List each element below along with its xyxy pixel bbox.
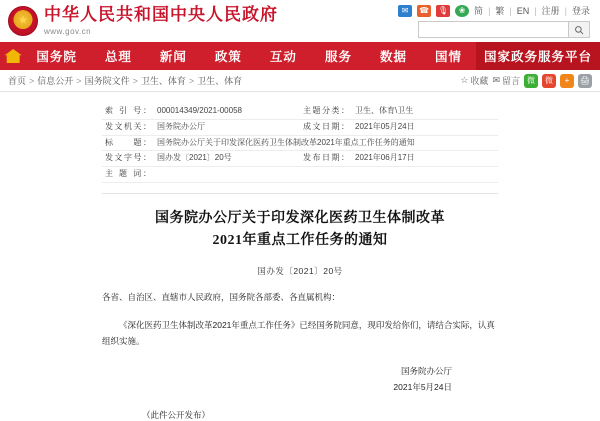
breadcrumb-item-health-2[interactable]: 卫生、体育	[197, 76, 243, 86]
favorite-action[interactable]	[460, 74, 488, 87]
site-header	[0, 0, 600, 42]
breadcrumb-item-info[interactable]: 信息公开	[37, 76, 74, 86]
meta-value-written-date: 2021年05月24日	[352, 119, 498, 135]
document-body	[0, 92, 600, 421]
page-title-line1: 国务院办公厅关于印发深化医药卫生体制改革	[155, 210, 445, 226]
article-signature	[102, 363, 498, 395]
search-icon	[574, 25, 584, 35]
search-button[interactable]	[568, 21, 590, 38]
home-icon	[5, 49, 22, 63]
message-label: 留言	[501, 76, 520, 86]
lang-link-traditional[interactable]: 繁	[495, 6, 505, 16]
breadcrumb-item-health[interactable]: 卫生、体育	[140, 76, 186, 86]
meta-value-category: 卫生、体育\卫生	[352, 104, 498, 119]
article-paragraph-salutation: 各省、自治区、直辖市人民政府，国务院各部委、各直属机构：	[102, 291, 341, 302]
national-emblem-icon	[8, 6, 38, 36]
meta-value-keywords	[154, 167, 498, 183]
login-link[interactable]: 登录	[571, 6, 590, 16]
share-weibo-icon[interactable]: 微	[542, 74, 556, 88]
breadcrumb-item-docs[interactable]: 国务院文件	[84, 76, 130, 86]
meta-value-doc-number: 国办发〔2021〕20号	[154, 151, 300, 167]
meta-value-index: 000014349/2021-00058	[154, 104, 300, 119]
nav-item-service-platform[interactable]: 国家政务服务平台	[476, 42, 600, 70]
leaf-icon[interactable]: ❀	[455, 5, 469, 17]
comment-icon: ✉	[492, 75, 500, 85]
nav-item-hudong[interactable]: 互动	[269, 50, 297, 64]
signer-name: 国务院办公厅	[400, 366, 452, 377]
search-row	[418, 21, 590, 38]
header-right	[398, 4, 592, 38]
favorite-label: 收藏	[470, 76, 489, 86]
nav-item-xinwen[interactable]: 新闻	[159, 50, 187, 64]
article-content	[102, 193, 498, 421]
phone-icon[interactable]: ☎	[417, 5, 431, 17]
star-icon: ☆	[460, 75, 469, 85]
message-action[interactable]	[492, 74, 520, 87]
meta-label-category: 主题分类：	[300, 104, 352, 119]
print-icon[interactable]: 🖨	[578, 74, 592, 88]
nav-home-button[interactable]	[4, 42, 22, 70]
nav-item-shuju[interactable]: 数据	[379, 50, 407, 64]
search-input[interactable]	[418, 21, 568, 38]
breadcrumb-separator: >	[76, 75, 82, 86]
meta-value-title: 国务院办公厅关于印发深化医药卫生体制改革2021年重点工作任务的通知	[154, 135, 498, 151]
meta-value-publish-date: 2021年06月17日	[352, 151, 498, 167]
nav-item-guowuyuan[interactable]: 国务院	[36, 50, 77, 64]
table-row	[102, 104, 498, 119]
table-row	[102, 119, 498, 135]
release-note: （此件公开发布）	[142, 410, 211, 421]
divider: |	[564, 5, 567, 16]
document-number: 国办发〔2021〕20号	[257, 265, 343, 276]
article-paragraph-body: 《深化医药卫生体制改革2021年重点工作任务》已经国务院同意，现印发给你们，请结合实际，认真组织实施。	[102, 319, 495, 347]
page-title	[102, 208, 498, 253]
divider: |	[509, 5, 512, 16]
divider: |	[534, 5, 537, 16]
breadcrumb-separator: >	[29, 75, 35, 86]
meta-value-issuer: 国务院办公厅	[154, 119, 300, 135]
signer-date: 2021年5月24日	[393, 382, 452, 393]
document-metadata-table	[102, 104, 498, 183]
nav-item-guoqing[interactable]: 国情	[434, 50, 462, 64]
register-link[interactable]: 注册	[541, 6, 560, 16]
meta-label-issuer: 发文机关：	[102, 119, 154, 135]
page-actions	[460, 74, 592, 88]
page-title-line2: 2021年重点工作任务的通知	[212, 233, 388, 249]
share-wechat-icon[interactable]: 微	[524, 74, 538, 88]
lang-link-simplified[interactable]: 简	[474, 6, 484, 16]
divider: |	[488, 5, 491, 16]
breadcrumb-item-home[interactable]: 首页	[8, 76, 27, 86]
nav-item-zongli[interactable]: 总理	[104, 50, 132, 64]
meta-label-keywords: 主 题 词：	[102, 167, 154, 183]
site-url: www.gov.cn	[44, 26, 92, 36]
table-row	[102, 167, 498, 183]
meta-label-index: 索 引 号：	[102, 104, 154, 119]
meta-label-written-date: 成文日期：	[300, 119, 352, 135]
nav-item-zhengce[interactable]: 政策	[214, 50, 242, 64]
site-title: 中华人民共和国中央人民政府	[44, 5, 278, 25]
breadcrumb-separator: >	[132, 75, 138, 86]
meta-label-title: 标 题：	[102, 135, 154, 151]
breadcrumb-separator: >	[188, 75, 195, 86]
microphone-icon[interactable]: 🎙	[437, 5, 449, 15]
table-row	[102, 135, 498, 151]
meta-label-doc-number: 发文字号：	[102, 151, 154, 167]
main-nav	[0, 42, 600, 70]
mail-icon[interactable]: ✉	[398, 5, 412, 17]
header-utility-row	[398, 4, 590, 17]
nav-item-fuwu[interactable]: 服务	[324, 50, 352, 64]
share-more-icon[interactable]: +	[560, 74, 574, 88]
table-row	[102, 151, 498, 167]
site-brand[interactable]	[44, 6, 278, 36]
meta-label-publish-date: 发布日期：	[300, 151, 352, 167]
lang-link-english[interactable]: EN	[516, 5, 530, 16]
breadcrumb	[0, 70, 600, 92]
